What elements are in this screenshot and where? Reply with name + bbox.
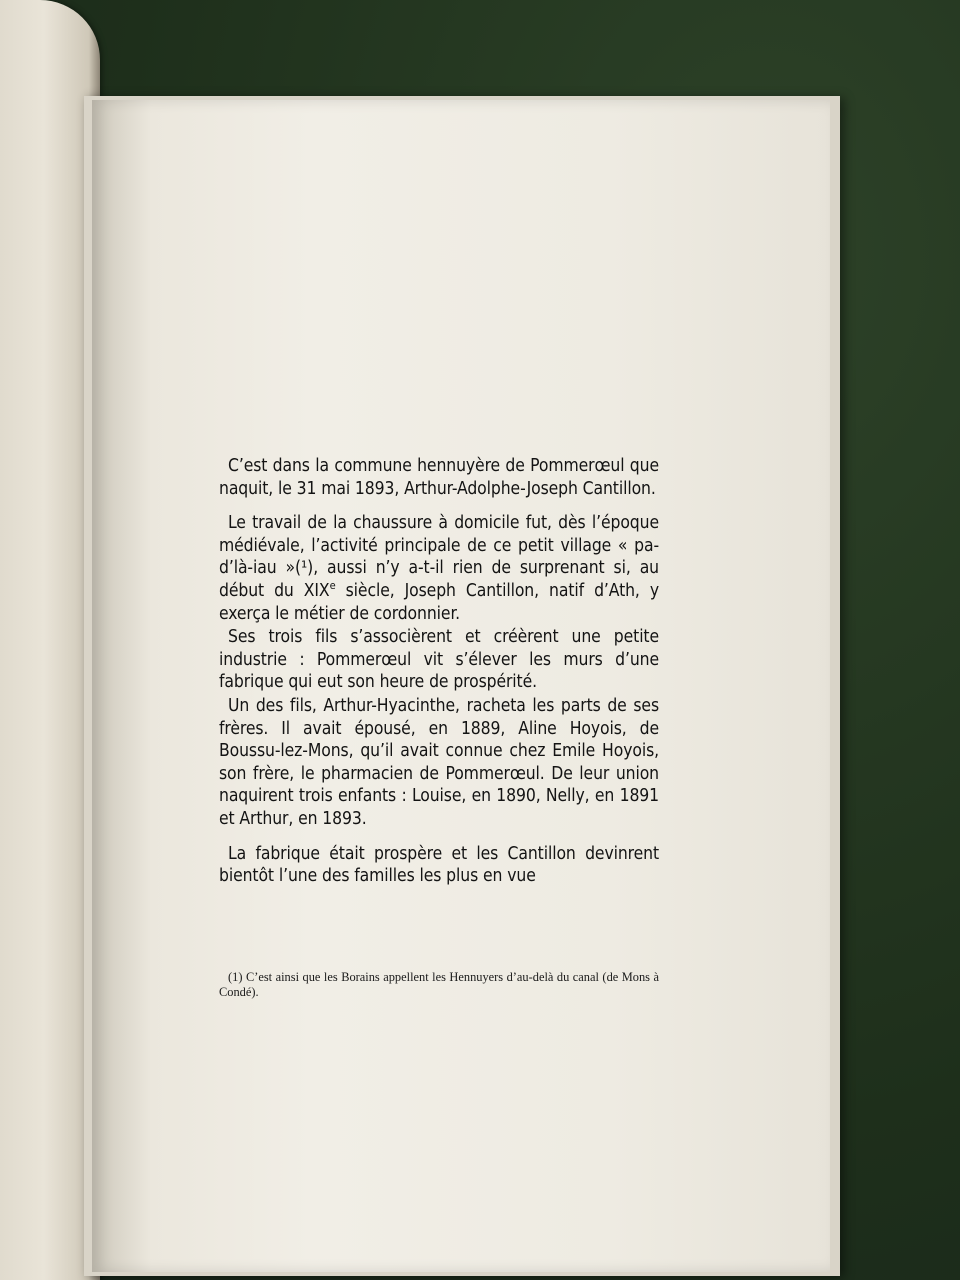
footnote-reference: (¹) bbox=[295, 558, 314, 579]
paragraph-5: La fabrique était prospère et les Cantillon devinrent bientôt l’une des familles les plus en vue bbox=[219, 843, 659, 887]
body-text bbox=[219, 455, 659, 888]
paragraph-2 bbox=[219, 512, 659, 625]
superscript-e: e bbox=[329, 579, 336, 593]
paragraph-2-middle: , aussi n’y a-t-il rien de surprenant si, au début du XIX bbox=[219, 558, 659, 601]
footnote: (1) C’est ainsi que les Borains appellent les Hennuyers d’au-delà du canal (de Mons à Condé). bbox=[219, 970, 659, 1000]
paragraph-1: C’est dans la commune hennuyère de Pommerœul que naquit, le 31 mai 1893, Arthur-Adolphe-Joseph Cantillon. bbox=[219, 456, 659, 499]
paragraph-4: Un des fils, Arthur-Hyacinthe, racheta les parts de ses frères. Il avait épousé, en 1889, Aline Hoyois, de Boussu-lez-Mons, qu’il avait connue chez Emile Hoyois, son frère, le pharmacien de Pommerœul. De leur union naquirent trois enfants : Louise, en 1890, Nelly, en 1891 et Arthur, en 1893. bbox=[219, 695, 659, 829]
paragraph-2-start: Le travail de la chaussure à domicile fut, dès l’époque médiévale, l’activité principale de ce petit village « pa-d’là-iau » bbox=[219, 513, 659, 579]
paragraph-2-end: siècle, Joseph Cantillon, natif d’Ath, y exerça le métier de cordonnier. bbox=[219, 580, 659, 624]
paragraph-3: Ses trois fils s’associèrent et créèrent une petite industrie : Pommerœul vit s’élever les murs d’une fabrique qui eut son heure de prospérité. bbox=[219, 627, 659, 693]
